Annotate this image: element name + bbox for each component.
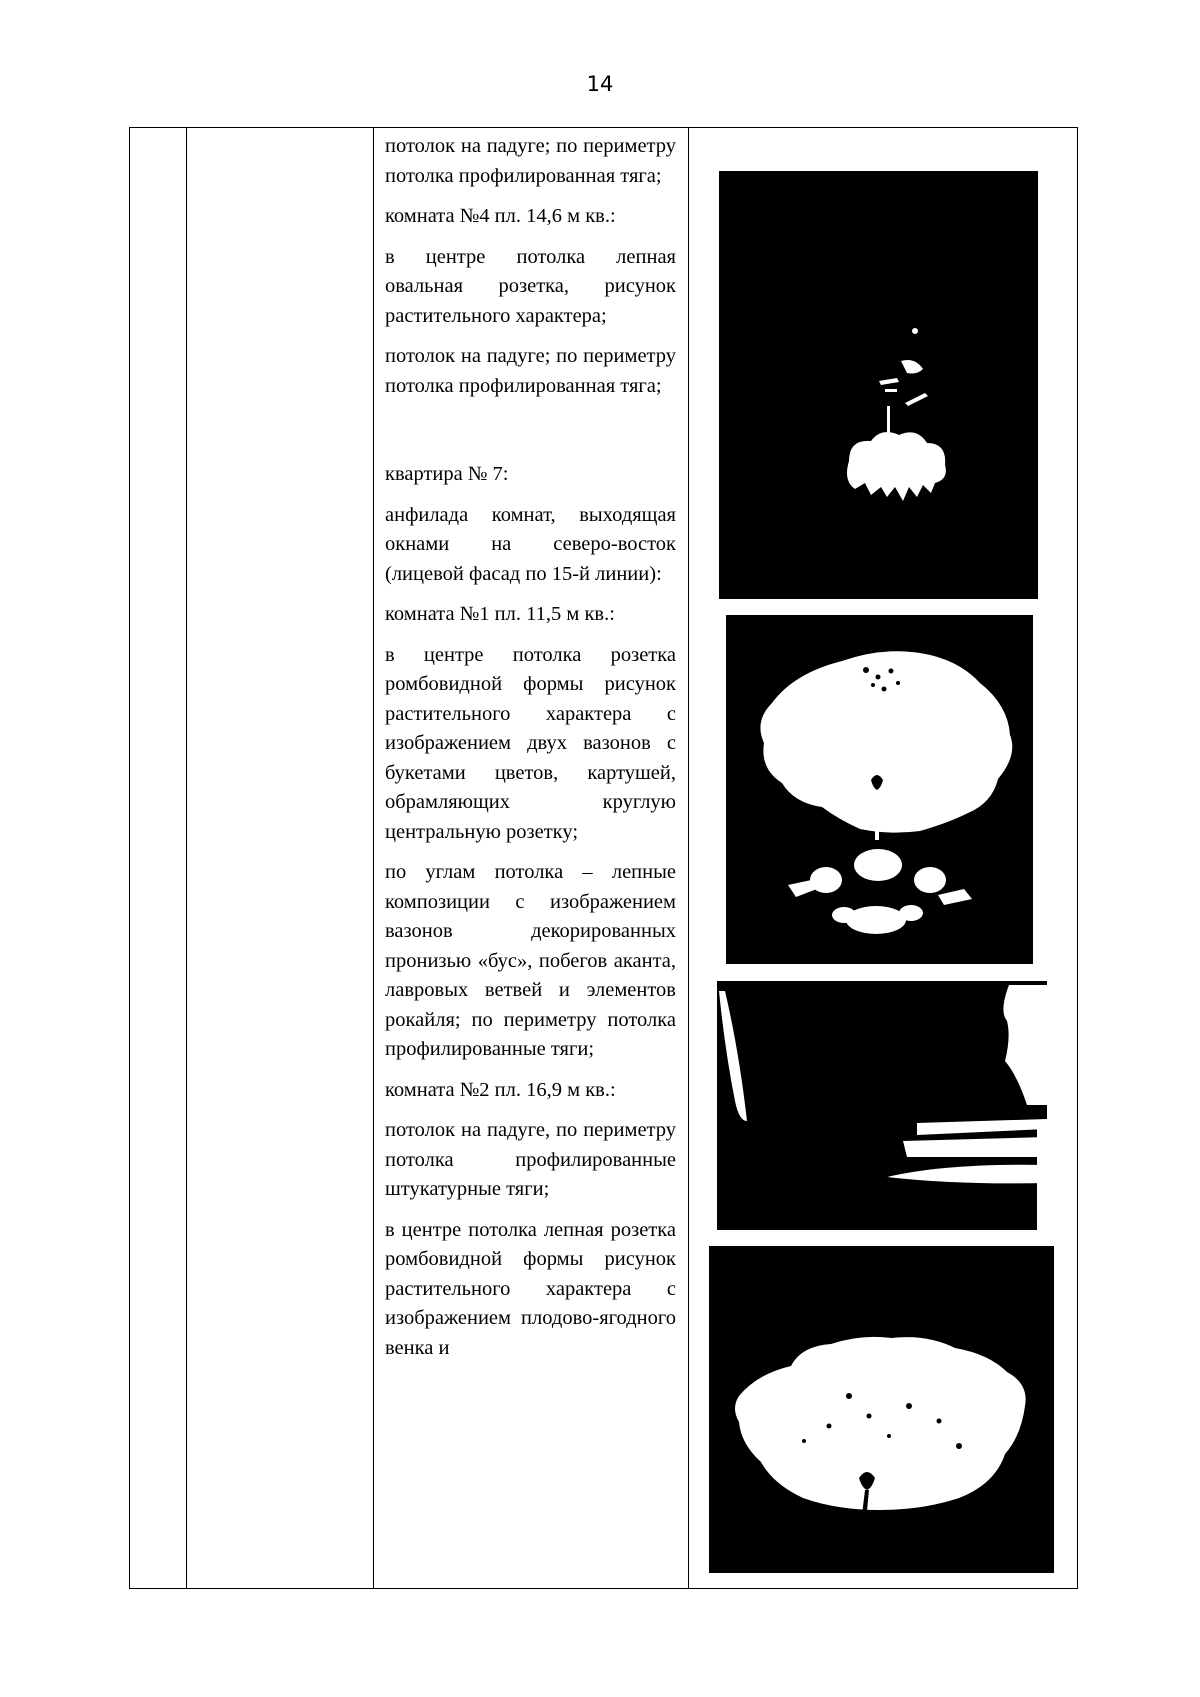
paragraph: в центре потолка лепная овальная розетка, рисунок растительного характера; <box>385 245 676 327</box>
paragraph: потолок на падуге, по периметру потолка профилированные штукатурные тяги; <box>385 1119 676 1200</box>
paragraph: квартира № 7: <box>385 463 509 485</box>
paragraph: в центре потолка розетка ромбовидной формы рисунок растительного характера с изображением двух вазонов с букетами цветов, картушей, обрамляющих круглую центральную розетку; <box>385 643 676 843</box>
ceiling-rosette-photo <box>709 1246 1054 1573</box>
paragraph: потолок на падуге; по периметру потолка профилированная тяга; <box>385 135 676 187</box>
paragraph: в центре потолка лепная розетка ромбовидной формы рисунок растительного характера с изображением плодово-ягодного венка и <box>385 1218 676 1359</box>
paragraph: анфилада комнат, выходящая окнами на северо-восток (лицевой фасад по 15-й линии): <box>385 503 676 585</box>
page-number: 14 <box>586 72 614 96</box>
description-cell <box>374 128 689 1589</box>
ceiling-chandelier-photo <box>719 171 1038 599</box>
number-cell <box>130 128 187 1589</box>
paragraph: комната №1 пл. 11,5 м кв.: <box>385 603 615 625</box>
paragraph: комната №2 пл. 16,9 м кв.: <box>385 1078 616 1101</box>
paragraph: по углам потолка – лепные композиции с изображением вазонов декорированных пронизью «бус», побегов аканта, лавровых ветвей и элементов рокайля; по периметру потолка профилированные тяги; <box>385 861 676 1060</box>
paragraph: потолок на падуге; по периметру потолка профилированная тяга; <box>385 345 676 397</box>
ceiling-corner-molding-photo <box>717 981 1047 1230</box>
element-name-cell <box>187 128 374 1589</box>
ceiling-rosette-chandelier-photo <box>726 615 1033 964</box>
monument-description-table <box>129 127 1078 1589</box>
paragraph: комната №4 пл. 14,6 м кв.: <box>385 205 616 227</box>
photos-cell <box>689 128 1078 1589</box>
table-row <box>130 128 1078 1589</box>
spacer <box>385 412 676 460</box>
